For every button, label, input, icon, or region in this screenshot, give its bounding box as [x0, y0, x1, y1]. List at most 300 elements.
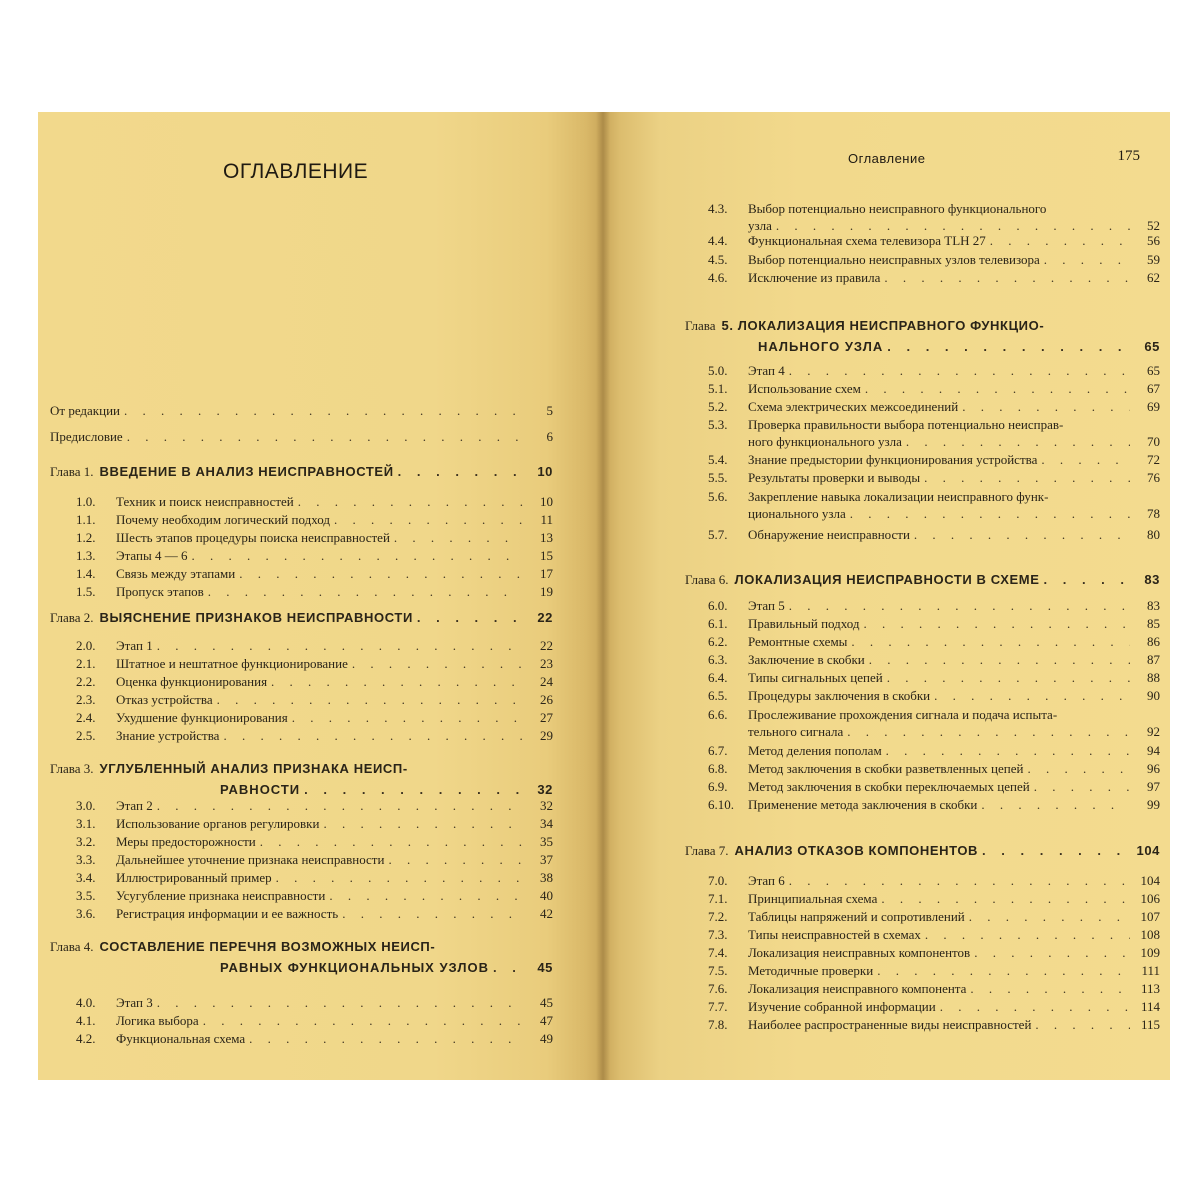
- entry-title: Проверка правильности выбора потенциально неисправ-: [748, 417, 1064, 432]
- leader-dots: [924, 469, 1130, 486]
- toc-entry: [76, 851, 553, 868]
- leader-dots: [789, 597, 1130, 614]
- chapter-label: Глава 6.: [685, 572, 729, 587]
- leader-dots: [239, 565, 523, 582]
- page-ref: 34: [540, 816, 553, 831]
- entry-title: Исключение из правила: [748, 270, 881, 285]
- section-number: 7.8.: [708, 1017, 728, 1032]
- section-number: 3.1.: [76, 816, 96, 831]
- leader-dots: [127, 428, 523, 445]
- leader-dots: [223, 727, 523, 744]
- page-ref: 10: [537, 464, 553, 479]
- leader-dots: [789, 362, 1130, 379]
- toc-entry: [76, 637, 553, 654]
- page-ref: 45: [537, 960, 553, 975]
- chapter-label: Глава 7.: [685, 843, 729, 858]
- section-number: 4.6.: [708, 270, 728, 285]
- section-number: 4.3.: [708, 201, 728, 216]
- page-ref: 62: [1147, 270, 1160, 285]
- chapter-label: Глава: [685, 318, 716, 333]
- toc-entry: [708, 269, 1160, 286]
- leader-dots: [974, 944, 1130, 961]
- toc-entry: [708, 526, 1160, 543]
- section-number: 7.1.: [708, 891, 728, 906]
- toc-entry: [708, 251, 1160, 268]
- toc-entry: [76, 887, 553, 904]
- leader-dots: [157, 797, 523, 814]
- toc-chapter-entry: [685, 842, 1160, 859]
- entry-title: Типы неисправностей в схемах: [748, 927, 921, 942]
- section-number: 4.2.: [76, 1031, 96, 1046]
- leader-dots: [260, 833, 523, 850]
- entry-title: Закрепление навыка локализации неисправного функ-: [748, 489, 1049, 504]
- leader-dots: [1044, 571, 1131, 588]
- toc-chapter-entry: [685, 317, 1160, 334]
- toc-entry: [50, 428, 553, 445]
- entry-title: Пропуск этапов: [116, 584, 204, 599]
- toc-entry: [708, 469, 1160, 486]
- page-title: ОГЛАВЛЕНИЕ: [223, 160, 369, 183]
- page-ref: 32: [540, 798, 553, 813]
- section-number: 6.0.: [708, 598, 728, 613]
- toc-entry: [708, 890, 1160, 907]
- entry-title: Связь между этапами: [116, 566, 236, 581]
- leader-dots: [334, 511, 523, 528]
- entry-title: Ухудшение функционирования: [116, 710, 288, 725]
- page-ref: 22: [537, 610, 553, 625]
- leader-dots: [789, 872, 1130, 889]
- section-number: 4.4.: [708, 233, 728, 248]
- leader-dots: [157, 637, 523, 654]
- section-number: 1.5.: [76, 584, 96, 599]
- entry-title: Логика выбора: [116, 1013, 199, 1028]
- section-number: 3.3.: [76, 852, 96, 867]
- toc-entry: [76, 493, 553, 510]
- toc-entry: [708, 760, 1160, 777]
- page-ref: 65: [1144, 339, 1160, 354]
- page-ref: 5: [546, 403, 553, 418]
- page-ref: 24: [540, 674, 553, 689]
- page-ref: 109: [1140, 945, 1160, 960]
- page-ref: 80: [1147, 527, 1160, 542]
- page-ref: 70: [1147, 434, 1160, 449]
- leader-dots: [847, 723, 1130, 740]
- leader-dots: [342, 905, 523, 922]
- section-number: 3.6.: [76, 906, 96, 921]
- entry-title: От редакции: [50, 403, 120, 418]
- leader-dots: [914, 526, 1130, 543]
- entry-title: Иллюстрированный пример: [116, 870, 272, 885]
- toc-entry: [708, 232, 1160, 249]
- toc-entry: [708, 451, 1160, 468]
- section-number: 7.4.: [708, 945, 728, 960]
- section-number: 7.6.: [708, 981, 728, 996]
- leader-dots: [1027, 760, 1130, 777]
- leader-dots: [398, 463, 523, 480]
- chapter-title: ВЫЯСНЕНИЕ ПРИЗНАКОВ НЕИСПРАВНОСТИ: [99, 610, 413, 625]
- entry-title: Штатное и нештатное функционирование: [116, 656, 348, 671]
- entry-title: Заключение в скобки: [748, 652, 865, 667]
- section-number: 1.4.: [76, 566, 96, 581]
- running-head: Оглавление: [848, 151, 926, 166]
- section-number: 5.5.: [708, 470, 728, 485]
- toc-entry: [708, 796, 1160, 813]
- page-ref: 111: [1141, 963, 1160, 978]
- leader-dots: [884, 269, 1130, 286]
- entry-title: Ремонтные схемы: [748, 634, 848, 649]
- leader-dots: [869, 651, 1130, 668]
- toc-entry: [708, 1016, 1160, 1033]
- section-number: 7.5.: [708, 963, 728, 978]
- leader-dots: [865, 380, 1130, 397]
- page-ref: 69: [1147, 399, 1160, 414]
- toc-entry: [708, 488, 1160, 505]
- entry-title: Предисловие: [50, 429, 123, 444]
- toc-entry: [76, 655, 553, 672]
- leader-dots: [981, 796, 1130, 813]
- page-ref: 114: [1140, 999, 1160, 1014]
- page-ref: 19: [540, 584, 553, 599]
- toc-entry: [76, 727, 553, 744]
- entry-title: Этап 2: [116, 798, 153, 813]
- entry-title: Обнаружение неисправности: [748, 527, 910, 542]
- leader-dots: [990, 232, 1130, 249]
- page-ref: 52: [1147, 218, 1160, 233]
- chapter-title: УГЛУБЛЕННЫЙ АНАЛИЗ ПРИЗНАКА НЕИСП-: [99, 761, 408, 776]
- book-gutter: [596, 112, 610, 1080]
- leader-dots: [417, 609, 523, 626]
- section-number: 4.1.: [76, 1013, 96, 1028]
- entry-title: Этап 3: [116, 995, 153, 1010]
- leader-dots: [934, 687, 1130, 704]
- toc-entry-continuation: [220, 959, 553, 976]
- leader-dots: [323, 815, 523, 832]
- toc-entry: [76, 833, 553, 850]
- toc-entry: [76, 547, 553, 564]
- entry-title: Локализация неисправного компонента: [748, 981, 967, 996]
- leader-dots: [887, 338, 1130, 355]
- entry-title: Методичные проверки: [748, 963, 874, 978]
- leader-dots: [864, 615, 1130, 632]
- toc-entry: [708, 998, 1160, 1015]
- toc-entry: [708, 633, 1160, 650]
- leader-dots: [249, 1030, 523, 1047]
- section-number: 6.10.: [708, 797, 734, 812]
- toc-entry: [708, 706, 1160, 723]
- leader-dots: [851, 633, 1130, 650]
- entry-title: Меры предосторожности: [116, 834, 256, 849]
- page-ref: 37: [540, 852, 553, 867]
- left-page: [38, 112, 603, 1080]
- page-ref: 96: [1147, 761, 1160, 776]
- entry-title: Изучение собранной информации: [748, 999, 936, 1014]
- toc-chapter-entry: [50, 760, 553, 777]
- section-number: 7.0.: [708, 873, 728, 888]
- chapter-title: АНАЛИЗ ОТКАЗОВ КОМПОНЕНТОВ: [734, 843, 979, 858]
- section-number: 5.3.: [708, 417, 728, 432]
- section-number: 5.0.: [708, 363, 728, 378]
- leader-dots: [124, 402, 523, 419]
- entry-title: Использование схем: [748, 381, 861, 396]
- section-number: 7.7.: [708, 999, 728, 1014]
- entry-title: Метод заключения в скобки разветвленных цепей: [748, 761, 1024, 776]
- leader-dots: [877, 962, 1130, 979]
- section-number: 4.5.: [708, 252, 728, 267]
- leader-dots: [969, 908, 1130, 925]
- page-ref: 59: [1147, 252, 1160, 267]
- entry-title: Принципиальная схема: [748, 891, 878, 906]
- entry-title: Прослеживание прохождения сигнала и подача испыта-: [748, 707, 1058, 722]
- leader-dots: [352, 655, 523, 672]
- section-number: 2.2.: [76, 674, 96, 689]
- leader-dots: [887, 669, 1130, 686]
- page-ref: 32: [537, 782, 553, 797]
- entry-title: Усугубление признака неисправности: [116, 888, 326, 903]
- section-number: 5.1.: [708, 381, 728, 396]
- entry-title-continued: тельного сигнала: [748, 724, 844, 739]
- leader-dots: [940, 998, 1130, 1015]
- chapter-label: Глава 3.: [50, 761, 94, 776]
- toc-entry: [708, 651, 1160, 668]
- section-number: 5.6.: [708, 489, 728, 504]
- leader-dots: [970, 980, 1130, 997]
- section-number: 1.3.: [76, 548, 96, 563]
- entry-title: Функциональная схема телевизора TLH 27: [748, 233, 986, 248]
- toc-entry: [76, 709, 553, 726]
- page-ref: 56: [1147, 233, 1160, 248]
- entry-title: Функциональная схема: [116, 1031, 246, 1046]
- page-ref: 76: [1147, 470, 1160, 485]
- toc-entry: [708, 669, 1160, 686]
- entry-title: Дальнейшее уточнение признака неисправности: [116, 852, 385, 867]
- leader-dots: [982, 842, 1130, 859]
- page-ref: 83: [1144, 572, 1160, 587]
- page-ref: 94: [1147, 743, 1160, 758]
- leader-dots: [1041, 451, 1130, 468]
- toc-entry: [708, 362, 1160, 379]
- section-number: 5.4.: [708, 452, 728, 467]
- toc-entry: [76, 797, 553, 814]
- page-ref: 13: [540, 530, 553, 545]
- page-ref: 29: [540, 728, 553, 743]
- chapter-title: ВВЕДЕНИЕ В АНАЛИЗ НЕИСПРАВНОСТЕЙ: [99, 464, 394, 479]
- section-number: 6.1.: [708, 616, 728, 631]
- page-ref: 15: [540, 548, 553, 563]
- entry-title: Этап 1: [116, 638, 153, 653]
- section-number: 6.3.: [708, 652, 728, 667]
- leader-dots: [217, 691, 523, 708]
- toc-entry: [76, 673, 553, 690]
- page-ref: 99: [1147, 797, 1160, 812]
- section-number: 6.6.: [708, 707, 728, 722]
- leader-dots: [394, 529, 523, 546]
- toc-entry: [76, 583, 553, 600]
- leader-dots: [388, 851, 523, 868]
- section-number: 6.9.: [708, 779, 728, 794]
- entry-title: Метод деления пополам: [748, 743, 882, 758]
- entry-title: Регистрация информации и ее важность: [116, 906, 339, 921]
- leader-dots: [906, 433, 1130, 450]
- page-ref: 40: [540, 888, 553, 903]
- toc-entry: [76, 511, 553, 528]
- page-ref: 27: [540, 710, 553, 725]
- page-ref: 97: [1147, 779, 1160, 794]
- entry-title: Этап 6: [748, 873, 785, 888]
- leader-dots: [157, 994, 523, 1011]
- leader-dots: [203, 1012, 523, 1029]
- chapter-label: Глава 4.: [50, 939, 94, 954]
- entry-title: Локализация неисправных компонентов: [748, 945, 971, 960]
- section-number: 4.0.: [76, 995, 96, 1010]
- toc-entry: [708, 962, 1160, 979]
- entry-title: Выбор потенциально неисправных узлов телевизора: [748, 252, 1040, 267]
- page-ref: 83: [1147, 598, 1160, 613]
- page-ref: 113: [1140, 981, 1160, 996]
- page-ref: 72: [1147, 452, 1160, 467]
- page-ref: 115: [1140, 1017, 1160, 1032]
- toc-entry: [708, 926, 1160, 943]
- toc-entry: [708, 200, 1160, 217]
- leader-dots: [292, 709, 523, 726]
- entry-title: Шесть этапов процедуры поиска неисправностей: [116, 530, 390, 545]
- section-number: 6.5.: [708, 688, 728, 703]
- entry-title: Схема электрических межсоединений: [748, 399, 959, 414]
- chapter-title: 5. ЛОКАЛИЗАЦИЯ НЕИСПРАВНОГО ФУНКЦИО-: [721, 318, 1045, 333]
- toc-entry-continuation: [748, 433, 1160, 450]
- toc-entry: [708, 597, 1160, 614]
- section-number: 6.7.: [708, 743, 728, 758]
- page-ref: 104: [1140, 873, 1160, 888]
- section-number: 3.5.: [76, 888, 96, 903]
- page-ref: 85: [1147, 616, 1160, 631]
- toc-entry: [76, 529, 553, 546]
- page-ref: 90: [1147, 688, 1160, 703]
- page-ref: 108: [1140, 927, 1160, 942]
- toc-entry: [76, 1030, 553, 1047]
- toc-entry: [708, 398, 1160, 415]
- entry-title-continued: НАЛЬНОГО УЗЛА: [758, 339, 884, 354]
- entry-title: Выбор потенциально неисправного функционального: [748, 201, 1047, 216]
- toc-entry: [76, 815, 553, 832]
- page-ref: 47: [540, 1013, 553, 1028]
- toc-chapter-entry: [50, 609, 553, 626]
- page-ref: 65: [1147, 363, 1160, 378]
- leader-dots: [1035, 1016, 1130, 1033]
- entry-title: Этап 5: [748, 598, 785, 613]
- section-number: 5.7.: [708, 527, 728, 542]
- leader-dots: [271, 673, 523, 690]
- toc-entry: [708, 380, 1160, 397]
- section-number: 2.3.: [76, 692, 96, 707]
- page-ref: 78: [1147, 506, 1160, 521]
- book-spread: [38, 112, 1170, 1080]
- leader-dots: [276, 869, 523, 886]
- section-number: 7.2.: [708, 909, 728, 924]
- section-number: 3.0.: [76, 798, 96, 813]
- chapter-title: ЛОКАЛИЗАЦИЯ НЕИСПРАВНОСТИ В СХЕМЕ: [734, 572, 1040, 587]
- entry-title: Таблицы напряжений и сопротивлений: [748, 909, 965, 924]
- page-ref: 88: [1147, 670, 1160, 685]
- entry-title: Наиболее распространенные виды неисправностей: [748, 1017, 1032, 1032]
- section-number: 1.0.: [76, 494, 96, 509]
- entry-title: Оценка функционирования: [116, 674, 268, 689]
- page-ref: 17: [540, 566, 553, 581]
- entry-title: Процедуры заключения в скобки: [748, 688, 931, 703]
- leader-dots: [493, 959, 523, 976]
- toc-entry-continuation: [758, 338, 1160, 355]
- chapter-label: Глава 1.: [50, 464, 94, 479]
- leader-dots: [881, 890, 1130, 907]
- toc-entry-continuation: [748, 505, 1160, 522]
- toc-entry: [708, 778, 1160, 795]
- entry-title: Отказ устройства: [116, 692, 213, 707]
- toc-entry: [708, 416, 1160, 433]
- page-ref: 35: [540, 834, 553, 849]
- toc-entry: [76, 1012, 553, 1029]
- toc-entry: [708, 742, 1160, 759]
- entry-title: Знание предыстории функционирования устройства: [748, 452, 1038, 467]
- leader-dots: [886, 742, 1130, 759]
- right-page: [603, 112, 1170, 1080]
- entry-title-continued: ного функционального узла: [748, 434, 902, 449]
- section-number: 6.8.: [708, 761, 728, 776]
- page-ref: 6: [546, 429, 553, 444]
- entry-title: Знание устройства: [116, 728, 220, 743]
- toc-entry: [50, 402, 553, 419]
- toc-entry: [708, 980, 1160, 997]
- toc-entry: [708, 872, 1160, 889]
- page-ref: 38: [540, 870, 553, 885]
- entry-title-continued: ционального узла: [748, 506, 846, 521]
- section-number: 1.2.: [76, 530, 96, 545]
- section-number: 2.0.: [76, 638, 96, 653]
- toc-entry: [76, 869, 553, 886]
- page-ref: 107: [1140, 909, 1160, 924]
- entry-title: Типы сигнальных цепей: [748, 670, 883, 685]
- section-number: 7.3.: [708, 927, 728, 942]
- section-number: 5.2.: [708, 399, 728, 414]
- entry-title-continued: узла: [748, 218, 772, 233]
- entry-title: Почему необходим логический подход: [116, 512, 330, 527]
- toc-entry: [76, 905, 553, 922]
- page-ref: 42: [540, 906, 553, 921]
- entry-title: Правильный подход: [748, 616, 860, 631]
- toc-entry: [708, 944, 1160, 961]
- entry-title-continued: РАВНЫХ ФУНКЦИОНАЛЬНЫХ УЗЛОВ: [220, 960, 489, 975]
- section-number: 3.4.: [76, 870, 96, 885]
- page-ref: 87: [1147, 652, 1160, 667]
- entry-title-continued: РАВНОСТИ: [220, 782, 301, 797]
- chapter-title: СОСТАВЛЕНИЕ ПЕРЕЧНЯ ВОЗМОЖНЫХ НЕИСП-: [99, 939, 436, 954]
- leader-dots: [925, 926, 1130, 943]
- page-ref: 49: [540, 1031, 553, 1046]
- leader-dots: [298, 493, 523, 510]
- page-ref: 86: [1147, 634, 1160, 649]
- entry-title: Этапы 4 — 6: [116, 548, 188, 563]
- toc-entry: [76, 994, 553, 1011]
- page-ref: 92: [1147, 724, 1160, 739]
- toc-entry: [708, 687, 1160, 704]
- section-number: 6.4.: [708, 670, 728, 685]
- leader-dots: [191, 547, 523, 564]
- page-ref: 104: [1136, 843, 1160, 858]
- page-number: 175: [1117, 148, 1140, 164]
- page-ref: 23: [540, 656, 553, 671]
- leader-dots: [1034, 778, 1130, 795]
- toc-chapter-entry: [685, 571, 1160, 588]
- leader-dots: [962, 398, 1130, 415]
- leader-dots: [208, 583, 523, 600]
